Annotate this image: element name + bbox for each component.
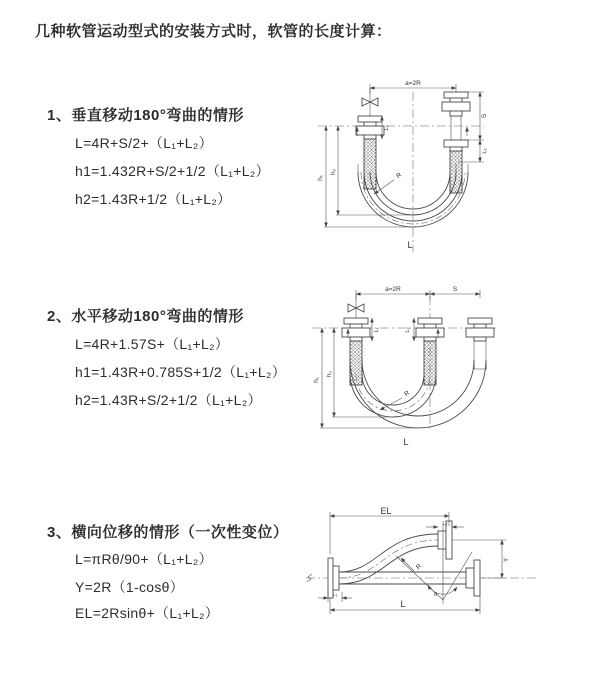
l1-dimension (318, 592, 352, 602)
dim-label-el: EL (380, 506, 392, 516)
valve-icon (348, 294, 364, 318)
dim-label-s: S (452, 286, 458, 293)
dim-label-l1: L₁ (374, 327, 380, 333)
section-2-formula-h2: h2=1.43R+S/2+1/2（L₁+L₂） (75, 392, 262, 408)
valve-icon (362, 88, 378, 116)
dim-label-a2r: a=2R (405, 80, 421, 87)
diagram-horizontal-180-bend (306, 282, 594, 456)
right-hose-shifted (474, 341, 486, 369)
dim-label-h1: h₁ (317, 175, 324, 181)
angle-label: θ (434, 592, 438, 598)
dim-label-l2: L₂ (482, 148, 488, 154)
section-3-formula-Y: Y=2R（1-cosθ） (75, 579, 185, 595)
length-label: L (403, 437, 409, 447)
section-2-formula-h1: h1=1.43R+0.785S+1/2（L₁+L₂） (75, 364, 286, 380)
radius-callout (380, 389, 411, 410)
radius-label: R (414, 562, 424, 572)
dim-label-s: S (481, 113, 488, 119)
l-dimension (330, 596, 480, 614)
centerlines (312, 296, 496, 432)
l2-dimension (426, 521, 464, 527)
right-upper-fitting (442, 92, 470, 116)
fitting-length-dimension-left (382, 116, 390, 139)
section-1-formula-L: L=4R+S/2+（L₁+L₂） (75, 135, 213, 151)
dim-label-h2: h₂ (326, 370, 333, 378)
section-2-heading: 2、水平移动180°弯曲的情形 (47, 308, 244, 325)
dim-label-l1: L₁ (332, 592, 338, 598)
middle-fitting (416, 318, 444, 341)
length-label: L (407, 240, 413, 250)
section-1-heading: 1、垂直移动180°弯曲的情形 (47, 107, 244, 124)
section-1-formula-h1: h1=1.432R+S/2+1/2（L₁+L₂） (75, 163, 270, 179)
section-2-formula-L: L=4R+1.57S+（L₁+L₂） (75, 336, 230, 352)
hose-u-curves (350, 360, 486, 428)
left-hose-braid (364, 139, 376, 189)
right-fitting (466, 318, 494, 341)
dim-label-l2: L₂ (442, 521, 448, 527)
s-curve-hose (339, 534, 438, 584)
section-3-heading: 3、横向位移的情形（一次性变位） (47, 524, 289, 541)
dim-label-a2r: a=2R (385, 286, 401, 293)
radius-angle-construction (396, 524, 472, 604)
dim-label-l2: L₂ (405, 327, 411, 333)
radius-label: R (403, 389, 412, 398)
top-span-dimension (370, 80, 456, 94)
right-middle-flange (466, 560, 480, 596)
fitting-length-dimensions (372, 318, 414, 341)
section-3-formula-EL: EL=2Rsinθ+（L₁+L₂） (75, 605, 220, 621)
dim-label-l: L (400, 599, 406, 609)
section-3-formula-L: L=πRθ/90+（L₁+L₂） (75, 551, 213, 567)
right-lower-fitting (444, 140, 468, 151)
page-title: 几种软管运动型式的安装方式时，软管的长度计算： (35, 23, 392, 40)
dim-label-h2: h₂ (330, 168, 337, 176)
left-fitting (356, 116, 384, 139)
radius-callout (374, 171, 403, 194)
right-pipe-segment (451, 116, 461, 140)
height-dimensions (313, 328, 418, 428)
top-span-dimension (356, 286, 480, 300)
diagram-lateral-displacement (298, 506, 600, 628)
el-dimension (330, 506, 449, 554)
diagram-vertical-180-bend (312, 76, 600, 258)
dim-label-h1: h₁ (313, 377, 320, 383)
dim-label-y: Y (503, 557, 510, 563)
dim-label-l1: L₁ (384, 125, 390, 131)
section-1-formula-h2: h2=1.43R+1/2（L₁+L₂） (75, 191, 232, 207)
radius-label: R (395, 171, 404, 180)
left-fitting (342, 318, 370, 341)
